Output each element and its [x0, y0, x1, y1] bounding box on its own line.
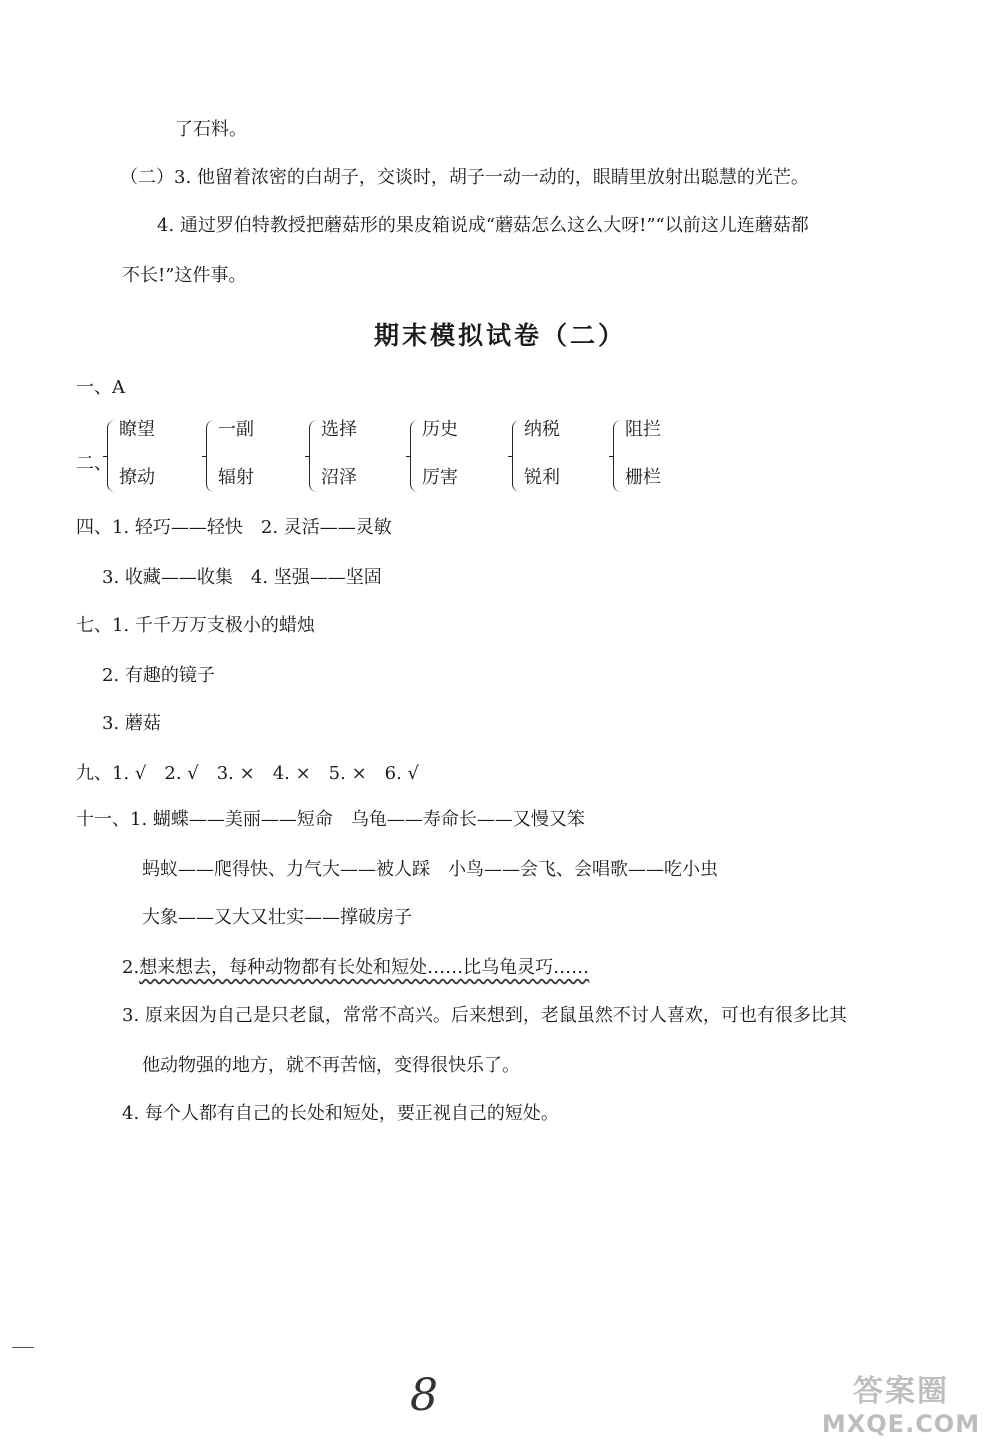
answer-q7-line: 3. 蘑菇	[102, 713, 161, 734]
brace-icon	[309, 420, 317, 492]
brace-icon	[107, 420, 115, 492]
answer-q11-item2	[122, 956, 589, 980]
watermark-logo	[816, 1374, 986, 1444]
answer-q9: 九、1. √ 2. √ 3. × 4. × 5. × 6. √	[76, 763, 420, 784]
pair-bottom: 辐射	[218, 467, 254, 488]
pair-top: 一副	[218, 419, 254, 440]
page-number: 8	[410, 1370, 438, 1421]
brace-icon	[206, 420, 214, 492]
pair-bottom: 厉害	[422, 467, 458, 488]
pair-top: 瞭望	[119, 419, 155, 440]
answer-q11-item3: 3. 原来因为自己是只老鼠，常常不高兴。后来想到，老鼠虽然不讨人喜欢，可也有很多比其	[122, 1005, 847, 1026]
answer-q11-line: 十一、1. 蝴蝶——美丽——短命 乌龟——寿命长——又慢又笨	[76, 809, 585, 830]
answer-q4-line: 3. 收藏——收集 4. 坚强——坚固	[102, 567, 382, 588]
pair-bottom: 栅栏	[625, 467, 661, 488]
pair-top: 历史	[422, 419, 458, 440]
brace-icon	[512, 420, 520, 492]
pair-bottom: 撩动	[119, 467, 155, 488]
item2-wavy-text: 想来想去，每种动物都有长处和短处……比乌龟灵巧……	[139, 957, 590, 978]
brace-icon	[410, 420, 418, 492]
text-line: 了石料。	[175, 119, 247, 140]
answer-q7-line: 2. 有趣的镜子	[102, 665, 215, 686]
watermark-top: 答案圈	[853, 1374, 949, 1409]
answer-q11-line: 蚂蚁——爬得快、力气大——被人踩 小鸟——会飞、会唱歌——吃小虫	[142, 859, 718, 880]
margin-tick	[12, 1347, 34, 1348]
answer-q1: 一、A	[76, 377, 125, 398]
q2-label: 二、	[76, 453, 112, 474]
section-title: 期末模拟试卷（二）	[373, 321, 626, 350]
pair-top: 选择	[321, 419, 357, 440]
pair-top: 阻拦	[625, 419, 661, 440]
item2-number: 2.	[122, 957, 140, 978]
answer-q11-item3: 他动物强的地方，就不再苦恼，变得很快乐了。	[142, 1055, 520, 1076]
pair-top: 纳税	[524, 419, 560, 440]
answer-q4-line: 四、1. 轻巧——轻快 2. 灵活——灵敏	[76, 517, 392, 538]
text-line: （二）3. 他留着浓密的白胡子，交谈时，胡子一动一动的，眼睛里放射出聪慧的光芒。	[120, 167, 809, 188]
text-line: 4. 通过罗伯特教授把蘑菇形的果皮箱说成“蘑菇怎么这么大呀!”“以前这儿连蘑菇都	[157, 215, 809, 236]
text-line: 不长!”这件事。	[122, 265, 247, 286]
watermark-bottom: MXQE.COM	[821, 1410, 981, 1438]
answer-q7-line: 七、1. 千千万万支极小的蜡烛	[76, 615, 315, 636]
brace-icon	[613, 420, 621, 492]
answer-q11-item4: 4. 每个人都有自己的长处和短处，要正视自己的短处。	[122, 1103, 559, 1124]
pair-bottom: 沼泽	[321, 467, 357, 488]
answer-q11-line: 大象——又大又壮实——撑破房子	[142, 907, 412, 928]
pair-bottom: 锐利	[524, 467, 560, 488]
